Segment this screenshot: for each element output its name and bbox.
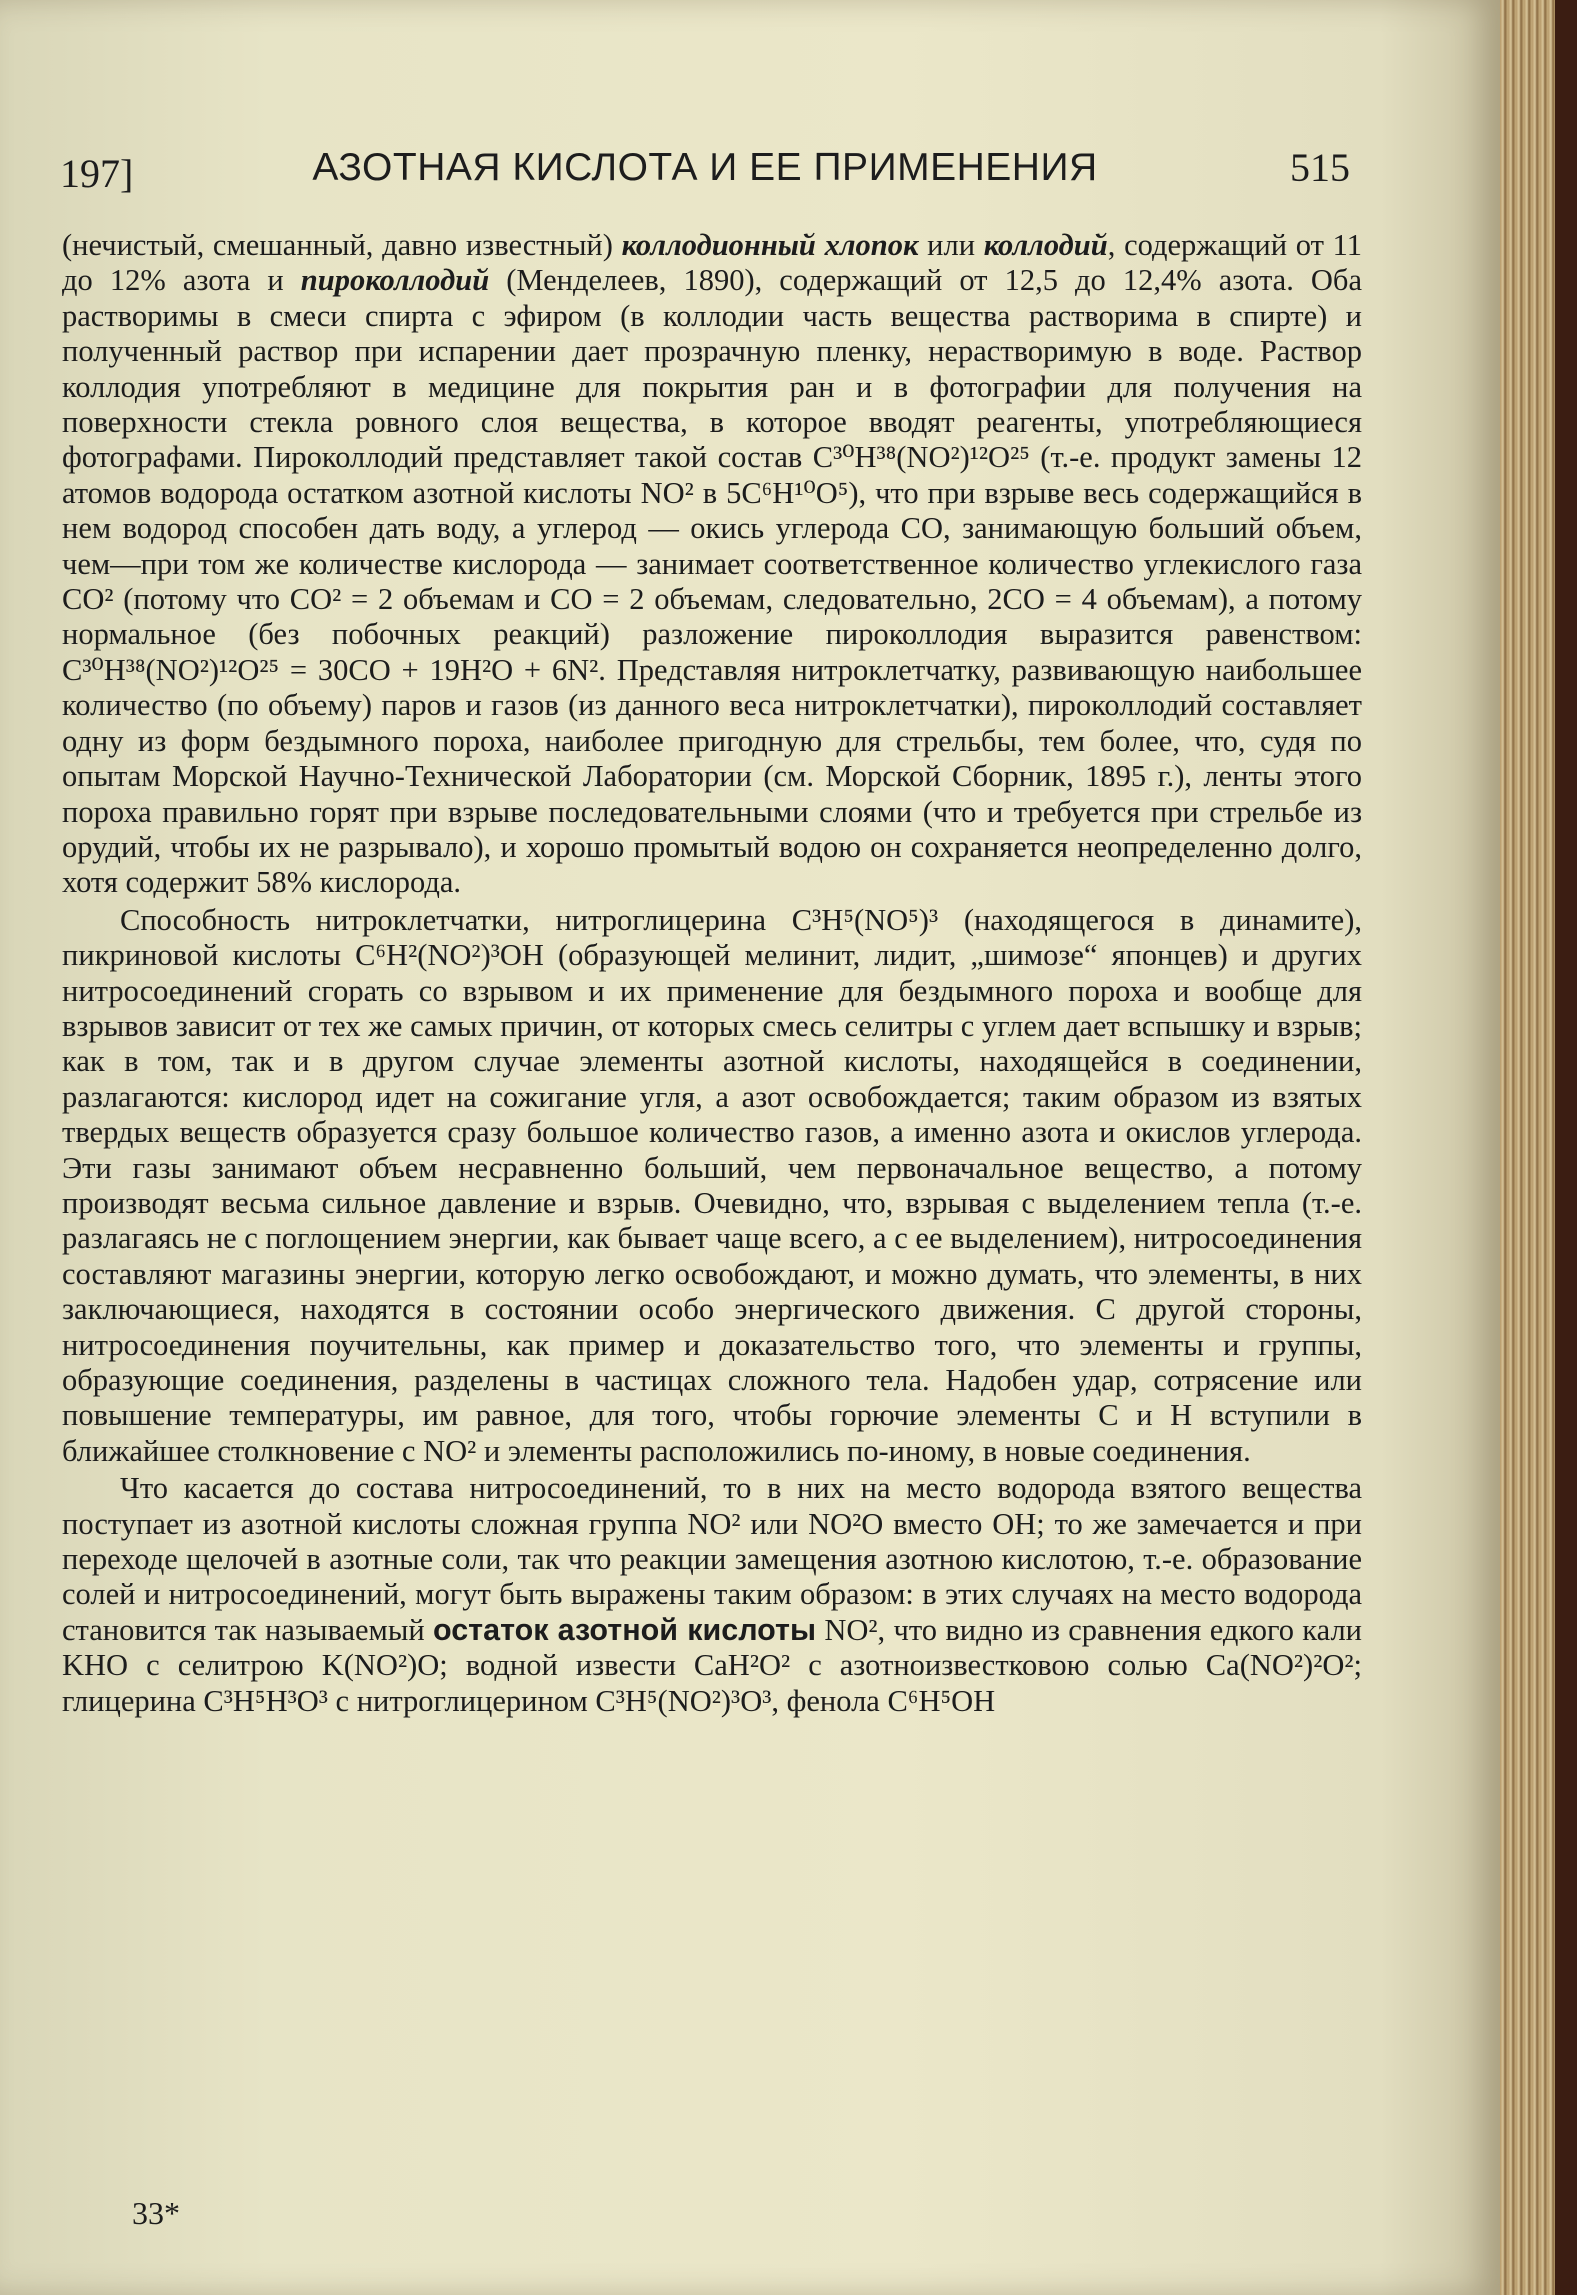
signature-mark: 33* xyxy=(132,2195,180,2231)
section-number: 197] xyxy=(60,151,134,196)
paragraph-2: Способность нитроклетчатки, нитроглицерина C³H⁵(NO⁵)³ (находящегося в динамите), пикриновой кислоты C⁶H²(NO²)³OH (образующей мелинит, лидит, „шимозе“ японцев) и других нитросоединений сгорать со взрывом и их применение для бездымного пороха и вообще для взрывов зависит от тех же самых причин, от которых смесь селитры с углем дает вспышку и взрыв; как в том, так и в другом случае элементы азотной кислоты, находящейся в соединении, разлагаются: кислород идет на сожигание угля, а азот освобождается; таким образом из взятых твердых веществ образуется сразу большое количество газов, а именно азота и окислов углерода. Эти газы занимают объем несравненно больший, чем первоначальное вещество, а потому производят весьма сильное давление и взрыв. Очевидно, что, взрывая с выделением тепла (т.-е. разлагаясь не с поглощением энергии, как бывает чаще всего, а с ее выделением), нитросоединения составляют магазины энергии, которую легко освобождают, и можно думать, что элементы, в них заключающиеся, находятся в состоянии особо энергического движения. С другой стороны, нитросоединения поучительны, как пример и доказательство того, что элементы и группы, образующие соединения, разделены в частицах сложного тела. Надобен удар, сотрясение или повышение температуры, им равное, для того, чтобы горючие элементы C и H вступили в ближайшее столкновение с NO² и элементы расположились по-иному, в новые соединения. xyxy=(62,902,1362,1468)
paragraph-1 xyxy=(62,228,1362,901)
text-run: (Менделеев, 1890), содержащий от 12,5 до 12,4% азота. Оба растворимы в смеси спирта с эфиром (в коллодии часть вещества растворима в спирте) и полученный раствор при испарении дает прозрачную пленку, нерастворимую в воде. Раствор коллодия употребляют в медицине для покрытия ран и в фотографии для получения на поверхности стекла ровного слоя вещества, в которое вводят реагенты, употребляющиеся фотографами. Пироколлодий представляет такой состав C³⁰H³⁸(NO²)¹²O²⁵ (т.-е. продукт замены 12 атомов водорода остатком азотной кислоты NO² в 5C⁶H¹⁰O⁵), что при взрыве весь содержащийся в нем водород способен дать воду, а углерод — окись углерода CO, занимающую больший объем, чем—при том же количестве кислорода — занимает соответственное количество углекислого газа CO² (потому что CO² = 2 объемам и CO = 2 объемам, следовательно, 2CO = 4 объемам), а потому нормальное (без побочных реакций) разложение пироколлодия выразится равенством: C³⁰H³⁸(NO²)¹²O²⁵ = 30CO + 19H²O + 6N². Представляя нитроклетчатку, развивающую наибольшее количество (по объему) паров и газов (из данного веса нитроклетчатки), пироколлодий составляет одну из форм бездымного пороха, наиболее пригодную для стрельбы, тем более, что, судя по опытам Морской Научно-Технической Лаборатории (см. Морской Сборник, 1895 г.), ленты этого пороха правильно горят при взрыве последовательными слоями (что и требуется при стрельбе из орудий, чтобы их не разрывало), и хорошо промытый водою он сохраняется неопределенно долго, хотя содержит 58% кислорода. xyxy=(62,263,1362,900)
text-run: , содержащий от 11 до 12% азота и xyxy=(62,228,1362,298)
term-kollodion-cotton: коллодионный хлопок xyxy=(621,228,919,262)
text-run: Что касается до состава нитросоединений, то в них на место водорода взятого вещества поступает из азотной кислоты сложная группа NO² или NO²O вместо OH; то же замечается и при переходе щелочей в азотные соли, так что реакции замещения азотною кислотою, т.-е. образование солей и нитросоединений, могут быть выражены таким образом: в этих случаях на место водорода становится так называемый xyxy=(62,1471,1362,1647)
term-kollodiy: коллодий xyxy=(983,228,1108,262)
term-pirokollodiy: пироколлодий xyxy=(300,263,490,298)
text-run: или xyxy=(918,228,984,262)
paragraph-3 xyxy=(62,1471,1362,1719)
page-number: 515 xyxy=(1290,145,1350,190)
term-nitric-acid-residue: остаток азотной кислоты xyxy=(432,1612,817,1647)
running-title: АЗОТНАЯ КИСЛОТА И ЕЕ ПРИМЕНЕНИЯ xyxy=(312,146,1098,189)
text-run: NO², что видно из сравнения едкого кали KHO с селитрою K(NO²)O; водной извести CaH²O² с азотноизвестковою солью Ca(NO²)²O²; глицерина C³H⁵H³O³ с нитроглицерином C³H⁵(NO²)³O³, фенола C⁶H⁵OH xyxy=(62,1612,1363,1718)
running-header xyxy=(60,140,1350,200)
body-text xyxy=(62,228,1362,1719)
text-run: (нечистый, смешанный, давно известный) xyxy=(62,228,622,262)
book-cover-edge xyxy=(1555,0,1577,2295)
